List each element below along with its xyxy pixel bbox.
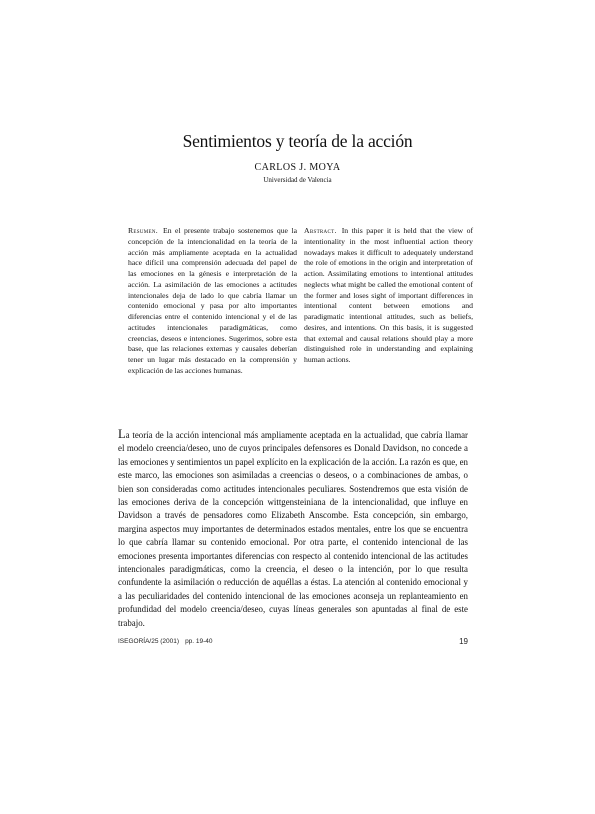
footer-pages: pp. 19-40 [185,638,213,645]
abstract-english-text: In this paper it is held that the view of intentionality in the most influential action theory nowadays makes it difficult to adequately understand the role of emotions in the origin and interpretation of action. Assimilating emotions to intentional attitudes neglects what might be called the emotional content of the former and loses sight of important differences in intentional content between emotions and paradigmatic intentional attitudes, such as beliefs, desires, and intentions. On this basis, it is suggested that external and causal relations should play a more distinguished role in understanding and explaining human actions. [304,226,473,364]
abstract-spanish-label: Resumen. [128,226,159,235]
footer-journal: ISEGORÍA/25 (2001) [118,638,180,645]
drop-cap: L [118,427,126,441]
abstract-spanish-text: En el presente trabajo sostenemos que la concepción de la intencionalidad en la teoría de la acción más ampliamente aceptada en la actualidad hace difícil una comprensión adecuada del papel de las emociones en la génesis e interpretación de la acción. La asimilación de las emociones a actitudes intencionales deja de lado lo que cabría llamar un contenido emocional y pasa por alto importantes diferencias entre el contenido intencional y el de las actitudes intencionales paradigmáticas, como creencias, deseos e intenciones. Sugerimos, sobre esta base, que las relaciones externas y causales deberían tener un lugar más destacado en la comprensión y explicación de las acciones humanas. [128,226,297,375]
page-number: 19 [459,637,468,646]
abstract-english-label: Abstract. [304,226,337,235]
author-name: CARLOS J. MOYA [254,162,341,173]
abstract-spanish [128,226,297,377]
abstract-english [304,226,473,366]
body-paragraph [118,428,468,630]
author-affiliation: Universidad de Valencia [263,176,332,184]
footer-citation [118,638,213,645]
article-title: Sentimientos y teoría de la acción [182,131,413,151]
body-paragraph-text: a teoría de la acción intencional más ampliamente aceptada en la actualidad, que cabría llamar el modelo creencia/deseo, uno de cuyos principales defensores es Donald Davidson, no concede a las emociones y sentimientos un papel explícito en la explicación de la acción. La razón es que, en este marco, las emociones son asimiladas a creencias o deseos, o a combinaciones de ambas, o bien son consideradas como actitudes intencionales peculiares. Sostendremos que esta visión de las emociones deriva de la concepción wittgensteiniana de la intencionalidad, que influye en Davidson a través de pensadores como Elizabeth Anscombe. Esta concepción, sin embargo, margina aspectos muy importantes de determinados estados mentales, entre los que se encuentra lo que cabría llamar su contenido emocional. Por otra parte, el contenido intencional de las emociones presenta importantes diferencias con respecto al contenido intencional de las actitudes intencionales paradigmáticas, como la creencia, el deseo o la intención, por lo que resulta confundente la asimilación o reducción de aquéllas a éstas. La atención al contenido emocional y a las peculiaridades del contenido intencional de las emociones aconseja un replanteamiento en profundidad del modelo creencia/deseo, cuyas líneas generales son apuntadas al final de este trabajo. [118,430,468,628]
